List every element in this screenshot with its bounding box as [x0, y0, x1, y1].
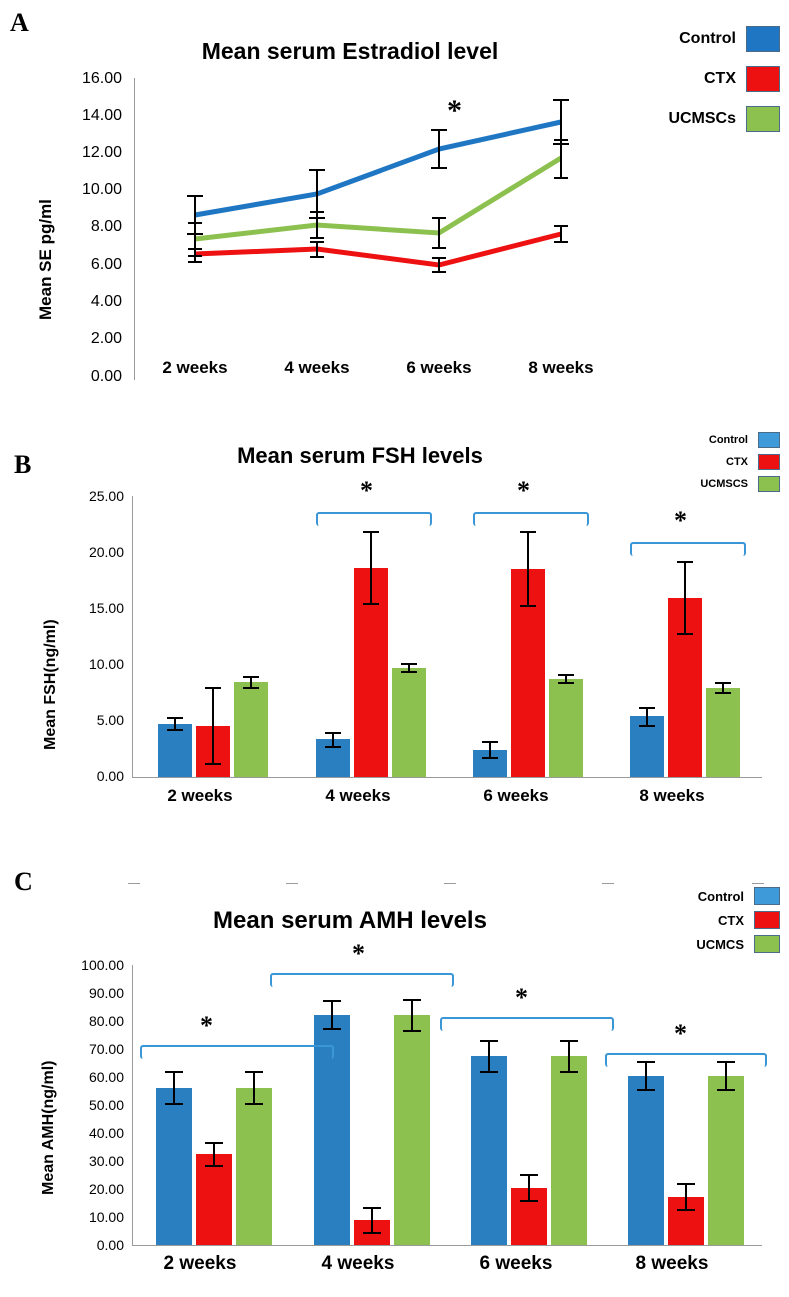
y-tick: 60.00	[88, 1069, 124, 1085]
y-tick: 80.00	[88, 1013, 124, 1029]
significance-star: *	[352, 939, 365, 968]
y-tick: 2.00	[90, 330, 122, 347]
legend-label: Control	[697, 888, 744, 904]
significance-bracket	[605, 1053, 767, 1067]
legend-label: CTX	[726, 456, 748, 468]
y-tick: 5.00	[96, 712, 124, 728]
legend-label: UCMSCS	[700, 478, 748, 490]
panel-a-plot	[0, 0, 789, 420]
significance-star: *	[674, 506, 687, 535]
x-tick: 8 weeks	[528, 358, 594, 377]
panel-b-error-bars	[0, 420, 789, 860]
significance-bracket	[140, 1045, 334, 1059]
panel-b-title: Mean serum FSH levels	[237, 443, 483, 468]
y-tick: 0.00	[90, 368, 122, 385]
panel-a	[0, 0, 789, 420]
y-tick: 14.00	[81, 107, 122, 124]
significance-star: *	[517, 476, 530, 505]
legend-label: UCMSCs	[668, 110, 736, 127]
significance-star: *	[447, 94, 462, 127]
significance-star: *	[674, 1019, 687, 1048]
panel-b-letter: B	[14, 450, 32, 479]
significance-star: *	[200, 1011, 213, 1040]
y-tick: 50.00	[88, 1097, 124, 1113]
legend-label: UCMCS	[696, 936, 744, 952]
panel-a-letter: A	[10, 8, 29, 37]
y-tick: 100.00	[81, 957, 124, 973]
y-tick: 90.00	[88, 985, 124, 1001]
legend-label: Control	[679, 30, 736, 47]
y-tick: 12.00	[81, 144, 122, 161]
significance-bracket	[630, 542, 746, 556]
panel-a-ylabel: Mean SE pg/ml	[36, 199, 55, 320]
legend-label: Control	[708, 434, 748, 446]
panel-a-title: Mean serum Estradiol level	[201, 38, 499, 64]
series-line-control	[195, 122, 561, 215]
significance-star: *	[515, 983, 528, 1012]
significance-bracket	[316, 512, 432, 526]
x-tick: 2 weeks	[163, 1253, 237, 1274]
y-tick: 20.00	[88, 1181, 124, 1197]
error-bars-ucmscs	[188, 140, 568, 256]
significance-star: *	[360, 476, 373, 505]
error-bars-control	[187, 100, 569, 234]
y-tick: 0.00	[96, 768, 124, 784]
x-tick: 6 weeks	[406, 358, 472, 377]
panel-c	[0, 855, 789, 1297]
significance-bracket	[440, 1017, 614, 1031]
x-tick: 2 weeks	[167, 786, 233, 805]
panel-c-ylabel: Mean AMH(ng/ml)	[40, 1060, 57, 1195]
x-tick: 4 weeks	[325, 786, 391, 805]
x-tick: 6 weeks	[483, 786, 549, 805]
significance-bracket	[270, 973, 454, 987]
y-tick: 15.00	[88, 600, 124, 616]
panel-b-ylabel: Mean FSH(ng/ml)	[42, 619, 59, 750]
y-tick: 70.00	[88, 1041, 124, 1057]
y-tick: 10.00	[81, 181, 122, 198]
panel-b	[0, 420, 789, 860]
legend-label: CTX	[704, 70, 736, 87]
y-tick: 10.00	[88, 656, 124, 672]
y-tick: 6.00	[90, 256, 122, 273]
x-tick: 2 weeks	[162, 358, 228, 377]
y-tick: 10.00	[88, 1209, 124, 1225]
y-tick: 40.00	[88, 1125, 124, 1141]
x-tick: 8 weeks	[639, 786, 705, 805]
y-tick: 20.00	[88, 544, 124, 560]
y-tick: 25.00	[88, 488, 124, 504]
panel-c-title: Mean serum AMH levels	[213, 907, 487, 934]
panel-c-letter: C	[14, 867, 33, 896]
x-tick: 8 weeks	[635, 1253, 709, 1274]
y-tick: 8.00	[90, 218, 122, 235]
y-tick: 4.00	[90, 293, 122, 310]
x-tick: 4 weeks	[321, 1253, 395, 1274]
y-tick: 0.00	[96, 1237, 124, 1253]
x-tick: 4 weeks	[284, 358, 350, 377]
x-tick: 6 weeks	[479, 1253, 553, 1274]
y-tick: 16.00	[81, 70, 122, 87]
y-tick: 30.00	[88, 1153, 124, 1169]
panel-c-error-bars	[0, 855, 789, 1297]
significance-bracket	[473, 512, 589, 526]
series-line-ctx	[195, 234, 561, 265]
legend-label: CTX	[718, 912, 744, 928]
